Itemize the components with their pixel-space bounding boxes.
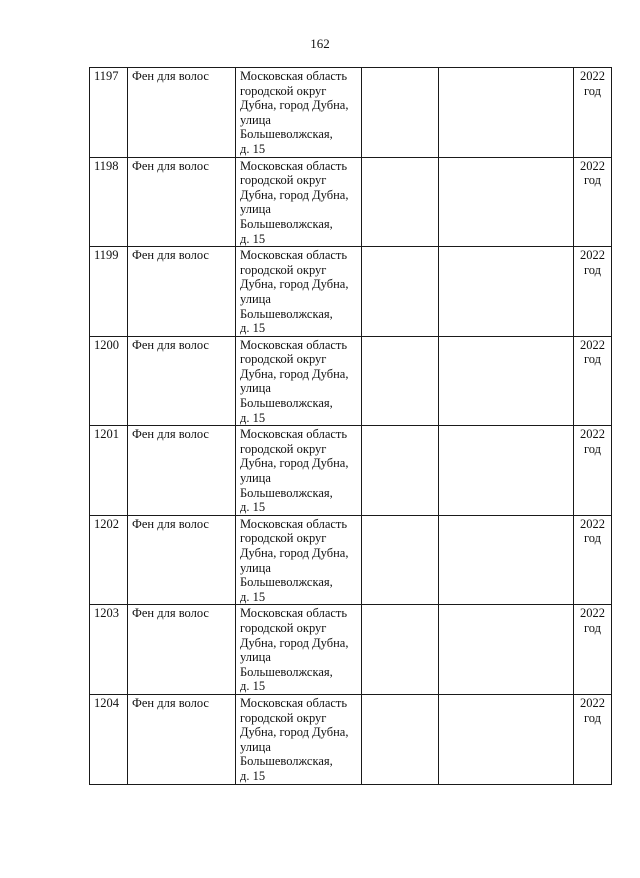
empty-cell (362, 694, 439, 784)
address-line: Дубна, город Дубна, (240, 546, 349, 560)
empty-cell (362, 515, 439, 605)
year-cell (574, 605, 612, 695)
address-cell (236, 694, 362, 784)
address-line: улица (240, 112, 271, 127)
address-line: городской округ (240, 441, 327, 456)
year-cell (574, 515, 612, 605)
address-line: Московская область (240, 427, 348, 442)
empty-cell (439, 515, 574, 605)
address-line: Дубна, город Дубна, (240, 456, 349, 471)
address-line: Московская область (240, 158, 348, 173)
address-line: городской округ (240, 710, 327, 725)
empty-cell (439, 605, 574, 695)
address-cell (236, 426, 362, 516)
address-cell (236, 157, 362, 247)
registry-table (89, 67, 612, 785)
year-value: 2022 (580, 337, 605, 352)
year-unit: год (583, 710, 602, 725)
item-name-cell: Фен для волос (128, 515, 236, 605)
year-unit: год (583, 173, 602, 188)
year-cell (574, 694, 612, 784)
year-cell (574, 68, 612, 158)
address-line: д. 15 (240, 679, 266, 694)
address-line: улица (240, 202, 271, 217)
row-number-cell: 1197 (90, 68, 128, 158)
registry-table-body (90, 68, 612, 785)
address-line: Большеволжская, (240, 485, 333, 500)
empty-cell (362, 157, 439, 247)
empty-cell (362, 605, 439, 695)
year-unit: год (583, 441, 602, 456)
year-unit: год (583, 620, 602, 635)
item-name-cell: Фен для волос (128, 336, 236, 426)
address-line: городской округ (240, 352, 327, 367)
address-line: Дубна, город Дубна, (240, 635, 349, 650)
address-line: д. 15 (240, 410, 266, 425)
address-line: Московская область (240, 69, 348, 83)
year-cell (574, 336, 612, 426)
address-line: улица (240, 291, 271, 306)
empty-cell (439, 157, 574, 247)
address-line: Московская область (240, 248, 348, 263)
table-row (90, 694, 612, 784)
table-row (90, 336, 612, 426)
row-number-cell: 1200 (90, 336, 128, 426)
address-line: Московская область (240, 516, 348, 531)
year-cell (574, 426, 612, 516)
address-line: улица (240, 381, 271, 396)
year-value: 2022 (580, 69, 605, 83)
address-line: д. 15 (240, 231, 266, 246)
empty-cell (439, 247, 574, 337)
address-cell (236, 336, 362, 426)
address-line: Дубна, город Дубна, (240, 98, 349, 113)
row-number-cell: 1199 (90, 247, 128, 337)
row-number-cell: 1204 (90, 694, 128, 784)
item-name-cell: Фен для волос (128, 247, 236, 337)
year-value: 2022 (580, 606, 605, 621)
year-cell (574, 157, 612, 247)
address-line: городской округ (240, 531, 327, 546)
address-line: улица (240, 471, 271, 486)
item-name-cell: Фен для волос (128, 68, 236, 158)
year-unit: год (583, 83, 602, 98)
address-line: д. 15 (240, 500, 266, 515)
address-line: Дубна, город Дубна, (240, 725, 349, 740)
item-name-cell: Фен для волос (128, 426, 236, 516)
row-number-cell: 1198 (90, 157, 128, 247)
address-line: Большеволжская, (240, 754, 333, 769)
empty-cell (362, 68, 439, 158)
address-line: д. 15 (240, 141, 266, 156)
empty-cell (362, 336, 439, 426)
table-row (90, 68, 612, 158)
address-line: Московская область (240, 337, 348, 352)
empty-cell (439, 336, 574, 426)
table-row (90, 426, 612, 516)
address-line: Дубна, город Дубна, (240, 187, 349, 202)
address-line: Дубна, город Дубна, (240, 277, 349, 292)
table-row (90, 515, 612, 605)
address-line: городской округ (240, 83, 327, 98)
address-line: Большеволжская, (240, 664, 333, 679)
address-line: Большеволжская, (240, 216, 333, 231)
item-name-cell: Фен для волос (128, 694, 236, 784)
address-line: городской округ (240, 620, 327, 635)
address-line: Московская область (240, 695, 348, 710)
address-line: улица (240, 560, 271, 575)
address-line: Большеволжская, (240, 306, 333, 321)
item-name-cell: Фен для волос (128, 605, 236, 695)
address-line: Московская область (240, 606, 348, 621)
address-cell (236, 515, 362, 605)
year-value: 2022 (580, 695, 605, 710)
table-row (90, 157, 612, 247)
table-row (90, 247, 612, 337)
address-cell (236, 68, 362, 158)
year-unit: год (583, 352, 602, 367)
item-name-cell: Фен для волос (128, 157, 236, 247)
row-number-cell: 1201 (90, 426, 128, 516)
year-unit: год (583, 262, 602, 277)
empty-cell (362, 426, 439, 516)
empty-cell (439, 68, 574, 158)
table-row (90, 605, 612, 695)
empty-cell (439, 694, 574, 784)
year-unit: год (583, 531, 602, 546)
address-cell (236, 247, 362, 337)
row-number-cell: 1202 (90, 515, 128, 605)
address-line: городской округ (240, 173, 327, 188)
address-line: улица (240, 739, 271, 754)
year-cell (574, 247, 612, 337)
address-line: Большеволжская, (240, 575, 333, 590)
address-line: д. 15 (240, 768, 266, 783)
address-line: Большеволжская, (240, 127, 333, 142)
address-line: Большеволжская, (240, 396, 333, 411)
address-line: д. 15 (240, 321, 266, 336)
address-cell (236, 605, 362, 695)
empty-cell (439, 426, 574, 516)
year-value: 2022 (580, 427, 605, 442)
year-value: 2022 (580, 158, 605, 173)
year-value: 2022 (580, 516, 605, 531)
address-line: улица (240, 650, 271, 665)
address-line: городской округ (240, 262, 327, 277)
row-number-cell: 1203 (90, 605, 128, 695)
address-line: д. 15 (240, 589, 266, 604)
address-line: Дубна, город Дубна, (240, 366, 349, 381)
page-number: 162 (310, 36, 330, 51)
empty-cell (362, 247, 439, 337)
year-value: 2022 (580, 248, 605, 263)
